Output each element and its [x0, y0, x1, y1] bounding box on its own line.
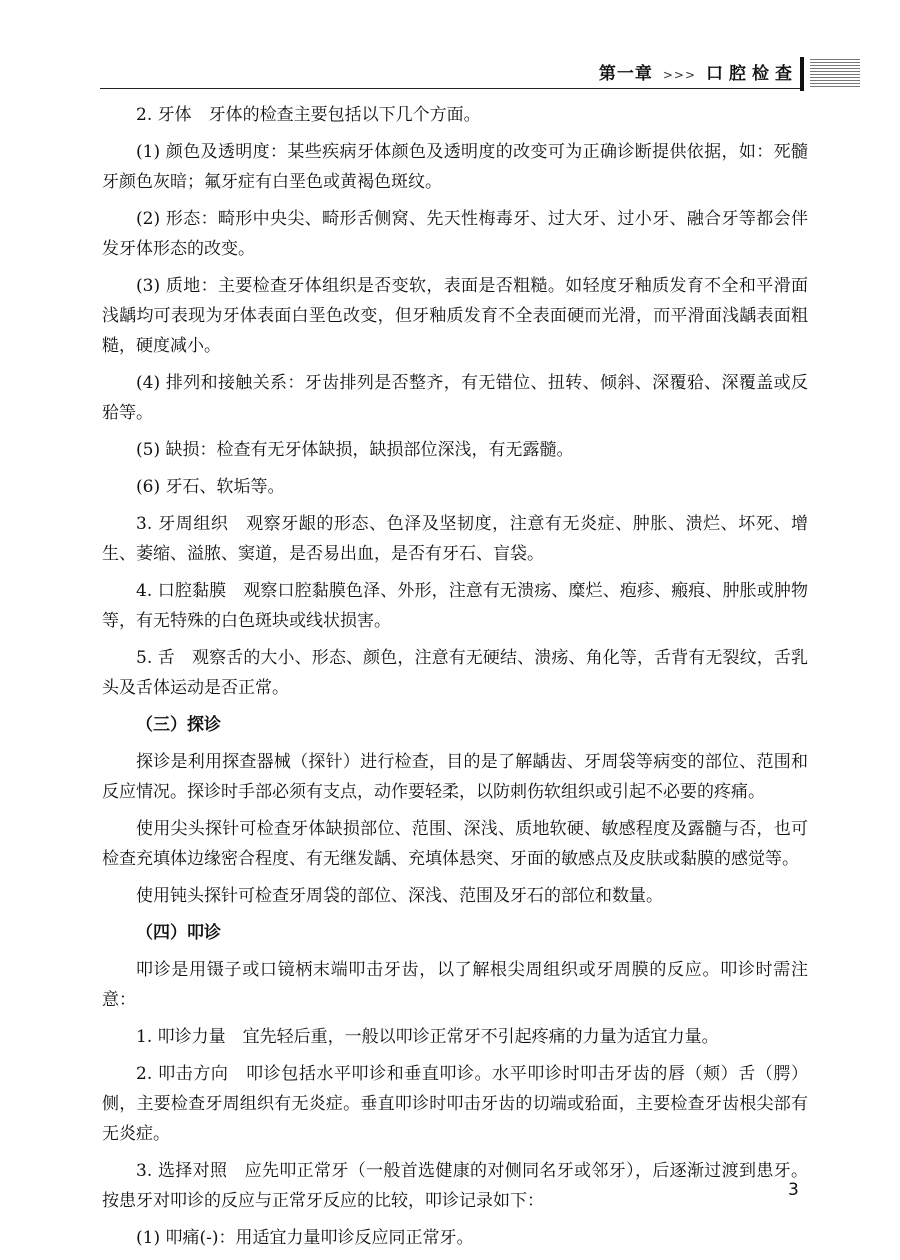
paragraph: 5. 舌 观察舌的大小、形态、颜色，注意有无硬结、溃疡、角化等，舌背有无裂纹，舌乳头及舌体运动是否正常。	[102, 648, 808, 698]
header-stripes	[810, 59, 860, 89]
paragraph: (1) 叩痛(-)：用适宜力量叩诊反应同正常牙。	[136, 1228, 474, 1248]
paragraph: 叩诊是用镊子或口镜柄末端叩击牙齿，以了解根尖周组织或牙周膜的反应。叩诊时需注意：	[102, 960, 808, 1010]
header-rule	[100, 88, 804, 89]
section-heading: （三）探诊	[136, 715, 221, 735]
paragraph: 3. 选择对照 应先叩正常牙（一般首选健康的对侧同名牙或邻牙），后逐渐过渡到患牙。按患牙对叩诊的反应与正常牙反应的比较，叩诊记录如下：	[102, 1161, 808, 1211]
chapter-title	[599, 59, 798, 84]
paragraph: 4. 口腔黏膜 观察口腔黏膜色泽、外形，注意有无溃疡、糜烂、疱疹、瘢痕、肿胀或肿物等，有无特殊的白色斑块或线状损害。	[102, 581, 808, 631]
paragraph: 探诊是利用探查器械（探针）进行检查，目的是了解龋齿、牙周袋等病变的部位、范围和反应情况。探诊时手部必须有支点，动作要轻柔，以防刺伤软组织或引起不必要的疼痛。	[102, 752, 808, 802]
paragraph: (1) 颜色及透明度：某些疾病牙体颜色及透明度的改变可为正确诊断提供依据，如：死髓牙颜色灰暗；氟牙症有白垩色或黄褐色斑纹。	[102, 142, 808, 192]
header-bar	[800, 57, 804, 91]
paragraph: 使用尖头探针可检查牙体缺损部位、范围、深浅、质地软硬、敏感程度及露髓与否，也可检查充填体边缘密合程度、有无继发龋、充填体悬突、牙面的敏感点及皮肤或黏膜的感觉等。	[102, 819, 808, 869]
section-heading: （四）叩诊	[136, 923, 221, 943]
paragraph: 使用钝头探针可检查牙周袋的部位、深浅、范围及牙石的部位和数量。	[136, 886, 663, 906]
paragraph: 3. 牙周组织 观察牙龈的形态、色泽及坚韧度，注意有无炎症、肿胀、溃烂、坏死、增生、萎缩、溢脓、窦道，是否易出血，是否有牙石、盲袋。	[102, 514, 808, 564]
running-header	[100, 55, 860, 91]
paragraph: (5) 缺损：检查有无牙体缺损，缺损部位深浅，有无露髓。	[136, 440, 574, 460]
paragraph: 2. 叩击方向 叩诊包括水平叩诊和垂直叩诊。水平叩诊时叩击牙齿的唇（颊）舌（腭）侧，主要检查牙周组织有无炎症。垂直叩诊时叩击牙齿的切端或𬌗面，主要检查牙齿根尖部有无炎症。	[102, 1064, 808, 1144]
paragraph: 2. 牙体 牙体的检查主要包括以下几个方面。	[136, 105, 481, 125]
page-body	[102, 100, 808, 1260]
paragraph: (4) 排列和接触关系：牙齿排列是否整齐，有无错位、扭转、倾斜、深覆𬌗、深覆盖或反𬌗等。	[102, 373, 808, 423]
paragraph: (6) 牙石、软垢等。	[136, 477, 285, 497]
chapter-number: 第一章	[598, 64, 653, 84]
paragraph: (2) 形态：畸形中央尖、畸形舌侧窝、先天性梅毒牙、过大牙、过小牙、融合牙等都会伴发牙体形态的改变。	[102, 209, 808, 259]
paragraph: (3) 质地：主要检查牙体组织是否变软，表面是否粗糙。如轻度牙釉质发育不全和平滑面浅龋均可表现为牙体表面白垩色改变，但牙釉质发育不全表面硬而光滑，而平滑面浅龋表面粗糙，硬度减小。	[102, 276, 808, 356]
chevrons-icon: >>>	[662, 68, 696, 82]
paragraph: 1. 叩诊力量 宜先轻后重，一般以叩诊正常牙不引起疼痛的力量为适宜力量。	[136, 1027, 719, 1047]
chapter-name: 口腔检查	[706, 64, 798, 84]
page-number: 3	[788, 1180, 799, 1200]
